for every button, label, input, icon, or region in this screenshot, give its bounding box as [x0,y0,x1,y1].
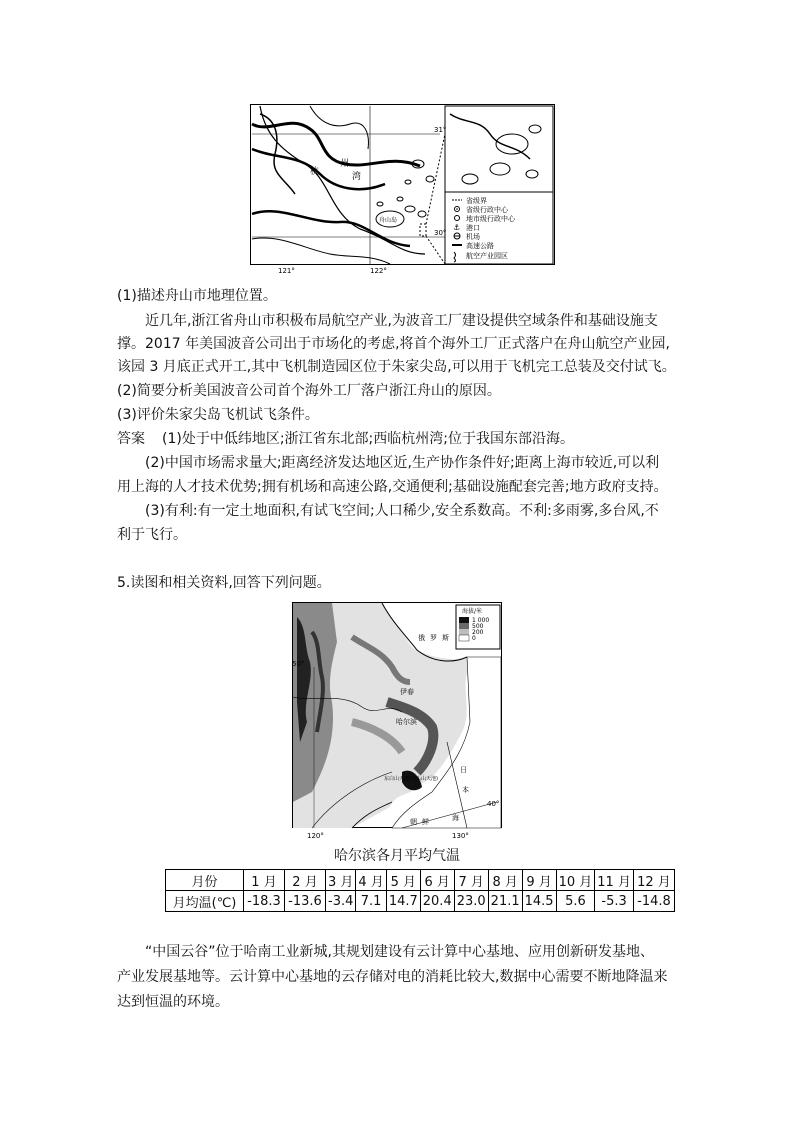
region-label: 本 [462,786,469,794]
table-cell: 1 月 [244,870,285,891]
table-cell: 月均温(℃) [166,891,244,912]
lat-label: 50° [292,660,305,668]
paragraph-line: 产业发展基地等。云计算中心基地的云存储对电的消耗比较大,数据中心需要不断地降温来 [117,969,668,985]
table-cell: -18.3 [244,891,285,912]
island-label: 舟山岛 [379,217,398,224]
legend-level: 0 [472,635,476,642]
gulf-label: 杭 [310,167,320,177]
table-cell: -14.8 [633,891,674,912]
table-cell: 11 月 [595,870,634,891]
legend-item: 省级行政中心 [466,206,508,214]
legend-item: 港口 [466,224,480,232]
legend-item: 航空产业园区 [466,252,508,260]
legend-level: 1 000 [472,617,490,624]
question-2: (2)简要分析美国波音公司首个海外工厂落户浙江舟山的原因。 [117,383,501,399]
table-cell: 10 月 [556,870,595,891]
legend-item: 高速公路 [466,242,494,250]
table-cell: 9 月 [522,870,556,891]
city-label: 伊春 [400,688,414,696]
paragraph-line: 近几年,浙江省舟山市积极布局航空产业,为波音工厂建设提供空域条件和基础设施支 [145,313,658,329]
table-cell: 4 月 [356,870,386,891]
city-label: 哈尔滨 [396,718,417,726]
table-cell: 7.1 [356,891,386,912]
table-cell: -13.6 [285,891,326,912]
legend-title: 海拔/米 [462,608,483,615]
region-label: 海 [452,814,459,822]
answer-3-line: 利于飞行。 [117,527,187,543]
temperature-table [165,869,675,912]
region-label: 斯 [442,634,449,642]
lon-label: 130° [452,832,469,840]
region-label: 罗 [430,634,437,642]
table-cell: 8 月 [488,870,522,891]
paragraph-line: 达到恒温的环境。 [117,994,229,1010]
paragraph-line: 该园 3 月底正式开工,其中飞机制造园区位于朱家尖岛,可以用于飞机完工总装及交付试飞。 [117,359,676,375]
table-cell: 21.1 [488,891,522,912]
answer-2-line: 用上海的人才技术优势;拥有机场和高速公路,交通便利;基础设施配套完善;地方政府支持。 [117,479,668,495]
table-cell: 5 月 [386,870,420,891]
table-cell: 12 月 [633,870,674,891]
lat-label: 31° [434,126,447,134]
lon-label: 121° [278,267,295,275]
port-icon: ⚓ [453,223,461,232]
legend-level: 500 [472,623,484,630]
table-cell: 23.0 [454,891,488,912]
region-label: 日 [460,766,467,774]
table-cell: 月份 [166,870,244,891]
table-cell: 3 月 [326,870,356,891]
table-header-row [166,870,675,891]
answer-3-line: (3)有利:有一定土地面积,有试飞空间;人口稀少,安全系数高。不利:多雨雾,多台风,不 [145,503,659,519]
table-cell: 7 月 [454,870,488,891]
legend-item: 省级界 [466,197,487,205]
lat-label: 30° [434,229,447,237]
question-1: (1)描述舟山市地理位置。 [117,288,277,304]
question-5: 5.读图和相关资料,回答下列问题。 [117,575,331,591]
paragraph-line: “中国云谷”位于哈南工业新城,其规划建设有云计算中心基地、应用创新研发基地、 [145,944,654,960]
paragraph-line: 撑。2017 年美国波音公司出于市场化的考虑,将首个海外工厂正式落户在舟山航空产业园, [117,336,670,352]
table-cell: -5.3 [595,891,634,912]
legend-item: 机场 [466,233,480,241]
lat-label: 40° [487,800,500,808]
table-cell: 2 月 [285,870,326,891]
question-3: (3)评价朱家尖岛飞机试飞条件。 [117,407,319,423]
table-row [166,891,675,912]
region-label: 鲜 [422,818,429,826]
table-cell: 14.5 [522,891,556,912]
table-cell: -3.4 [326,891,356,912]
table-cell: 20.4 [420,891,454,912]
region-label: 俄 [418,634,425,642]
zhoushan-map [250,104,555,276]
northeast-china-map [292,602,502,840]
gulf-label: 州 [340,159,350,169]
lon-label: 120° [307,832,324,840]
answer-1: (1)处于中低纬地区;浙江省东北部;西临杭州湾;位于我国东部沿海。 [162,431,574,447]
legend-item: 地市级行政中心 [466,215,515,223]
answer-2-line: (2)中国市场需求量大;距离经济发达地区近,生产协作条件好;距离上海市较近,可以利 [145,455,660,471]
answer-label: 答案 [117,431,145,447]
gulf-label: 湾 [352,172,362,182]
table-caption: 哈尔滨各月平均气温 [334,848,460,864]
table-cell: 5.6 [556,891,595,912]
table-cell: 6 月 [420,870,454,891]
mountain-label: 东白山天池(白头山天池) [384,776,438,782]
legend-level: 200 [472,629,484,636]
region-label: 朝 [410,818,417,826]
table-cell: 14.7 [386,891,420,912]
lon-label: 122° [370,267,387,275]
